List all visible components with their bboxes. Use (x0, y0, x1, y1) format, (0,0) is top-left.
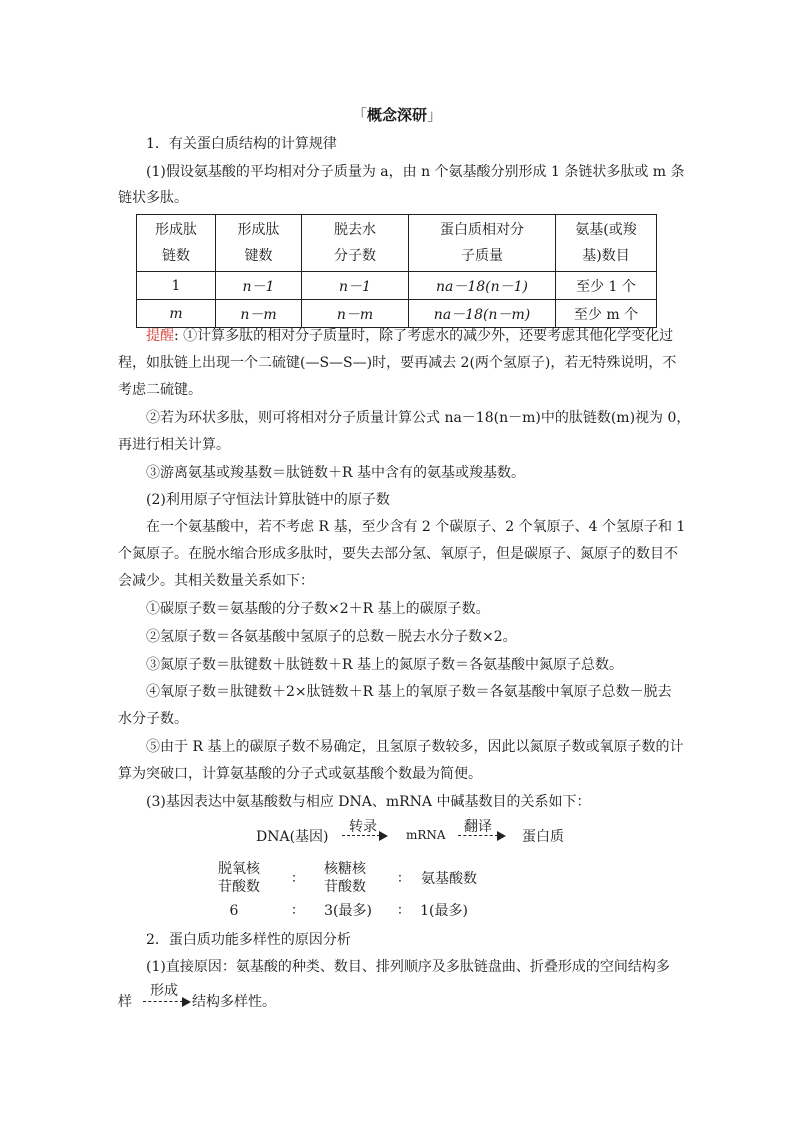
table-cell: m (137, 300, 216, 328)
table-cell: na－18(n－m) (409, 300, 556, 328)
table-cell: 至少 1 个 (556, 272, 657, 300)
paragraph-1-line-1: (1)假设氨基酸的平均相对分子质量为 a，由 n 个氨基酸分别形成 1 条链状多肽或 m 条 (146, 164, 685, 180)
table-header-cell: 氨基(或羧 基)数目 (556, 215, 657, 272)
tip-label: 提醒 (146, 328, 174, 344)
ratio-value: 6 (229, 903, 239, 919)
section-title: 「概念深研」 (351, 106, 443, 124)
transcription-arrow-icon (342, 830, 388, 842)
paragraph-4-line-2-end: 结构多样性。 (192, 994, 276, 1010)
ratio-separator: ∶ (292, 871, 296, 887)
ratio-separator: ∶ (398, 903, 402, 919)
tip-line-6: ③游离氨基或羧基数＝肽链数＋R 基中含有的氨基或羧基数。 (146, 465, 525, 481)
heading-1: 1．有关蛋白质结构的计算规律 (146, 136, 337, 152)
flow-protein: 蛋白质 (522, 829, 564, 845)
peptide-table (136, 214, 657, 328)
tip-line-2: 程，如肽链上出现一个二硫键(—S—S—)时，要再减去 2(两个氢原子)，若无特殊说明，不 (118, 355, 677, 371)
tip-line-1: 提醒: ①计算多肽的相对分子质量时，除了考虑水的减少外，还要考虑其他化学变化过 (146, 328, 674, 344)
paragraph-4-line-2-start: 样 (118, 994, 132, 1010)
tip-line-5: 再进行相关计算。 (118, 437, 230, 453)
flow-arrow-1-label: 转录 (349, 819, 377, 835)
table-cell: 1 (137, 272, 216, 300)
flow-dna: DNA(基因) (256, 829, 329, 845)
table-header-cell: 形成肽 链数 (137, 215, 216, 272)
translation-arrow-icon (458, 830, 506, 842)
hydrogen-rule: ②氢原子数＝各氨基酸中氢原子的总数－脱去水分子数×2。 (146, 629, 517, 645)
flow-mrna: mRNA (406, 828, 446, 842)
ratio-dna-label: 脱氧核 苷酸数 (218, 861, 260, 895)
ratio-value: 1(最多) (420, 903, 468, 919)
table-cell: n－1 (302, 272, 409, 300)
oxygen-rule-line-2: 水分子数。 (118, 711, 188, 727)
ratio-separator: ∶ (292, 903, 296, 919)
ratio-mrna-label: 核糖核 苷酸数 (324, 861, 366, 895)
form-arrow-label: 形成 (150, 983, 178, 999)
tip-line-4: ②若为环状多肽，则可将相对分子质量计算公式 na－18(n－m)中的肽链数(m)视为 0， (146, 410, 691, 426)
ratio-amino-label: 氨基酸数 (421, 871, 477, 887)
ratio-value: 3(最多) (324, 903, 372, 919)
table-row (137, 272, 657, 300)
table-cell: na－18(n－1) (409, 272, 556, 300)
tip-line-3: 考虑二硫键。 (118, 382, 202, 398)
ratio-separator: ∶ (398, 871, 402, 887)
table-row (137, 300, 657, 328)
table-header-cell: 形成肽 键数 (216, 215, 302, 272)
table-cell: n－1 (216, 272, 302, 300)
table-cell: n－m (216, 300, 302, 328)
paragraph-2-line-1: 在一个氨基酸中，若不考虑 R 基，至少含有 2 个碳原子、2 个氧原子、4 个氢原子和 1 (146, 519, 686, 535)
form-arrow-icon (143, 996, 191, 1008)
flow-arrow-2-label: 翻译 (464, 819, 492, 835)
paragraph-3-heading: (3)基因表达中氨基酸数与相应 DNA、mRNA 中碱基数目的关系如下： (146, 794, 591, 810)
table-cell: n－m (302, 300, 409, 328)
paragraph-2-line-3: 会减少。其相关数量关系如下： (118, 573, 314, 589)
paragraph-2-line-2: 个氮原子。在脱水缩合形成多肽时，要失去部分氢、氧原子，但是碳原子、氮原子的数目不 (118, 546, 678, 562)
heading-2: 2．蛋白质功能多样性的原因分析 (146, 932, 351, 948)
table-header-cell: 蛋白质相对分 子质量 (409, 215, 556, 272)
nitrogen-rule: ③氮原子数＝肽键数＋肽链数＋R 基上的氮原子数＝各氨基酸中氮原子总数。 (146, 657, 623, 673)
table-header-row (137, 215, 657, 272)
table-header-cell: 脱去水 分子数 (302, 215, 409, 272)
paragraph-1-line-2: 链状多肽。 (118, 190, 188, 206)
note-line-1: ⑤由于 R 基上的碳原子数不易确定，且氢原子数较多，因此以氮原子数或氧原子数的计 (146, 739, 684, 755)
paragraph-4-line-1: (1)直接原因：氨基酸的种类、数目、排列顺序及多肽链盘曲、折叠形成的空间结构多 (146, 959, 670, 975)
paragraph-2-heading: (2)利用原子守恒法计算肽链中的原子数 (146, 492, 390, 508)
note-line-2: 算为突破口，计算氨基酸的分子式或氨基酸个数最为简便。 (118, 766, 482, 782)
table-cell: 至少 m 个 (556, 300, 657, 328)
oxygen-rule-line-1: ④氧原子数＝肽键数＋2×肽链数＋R 基上的氧原子数＝各氨基酸中氧原子总数－脱去 (146, 684, 672, 700)
carbon-rule: ①碳原子数＝氨基酸的分子数×2＋R 基上的碳原子数。 (146, 601, 490, 617)
